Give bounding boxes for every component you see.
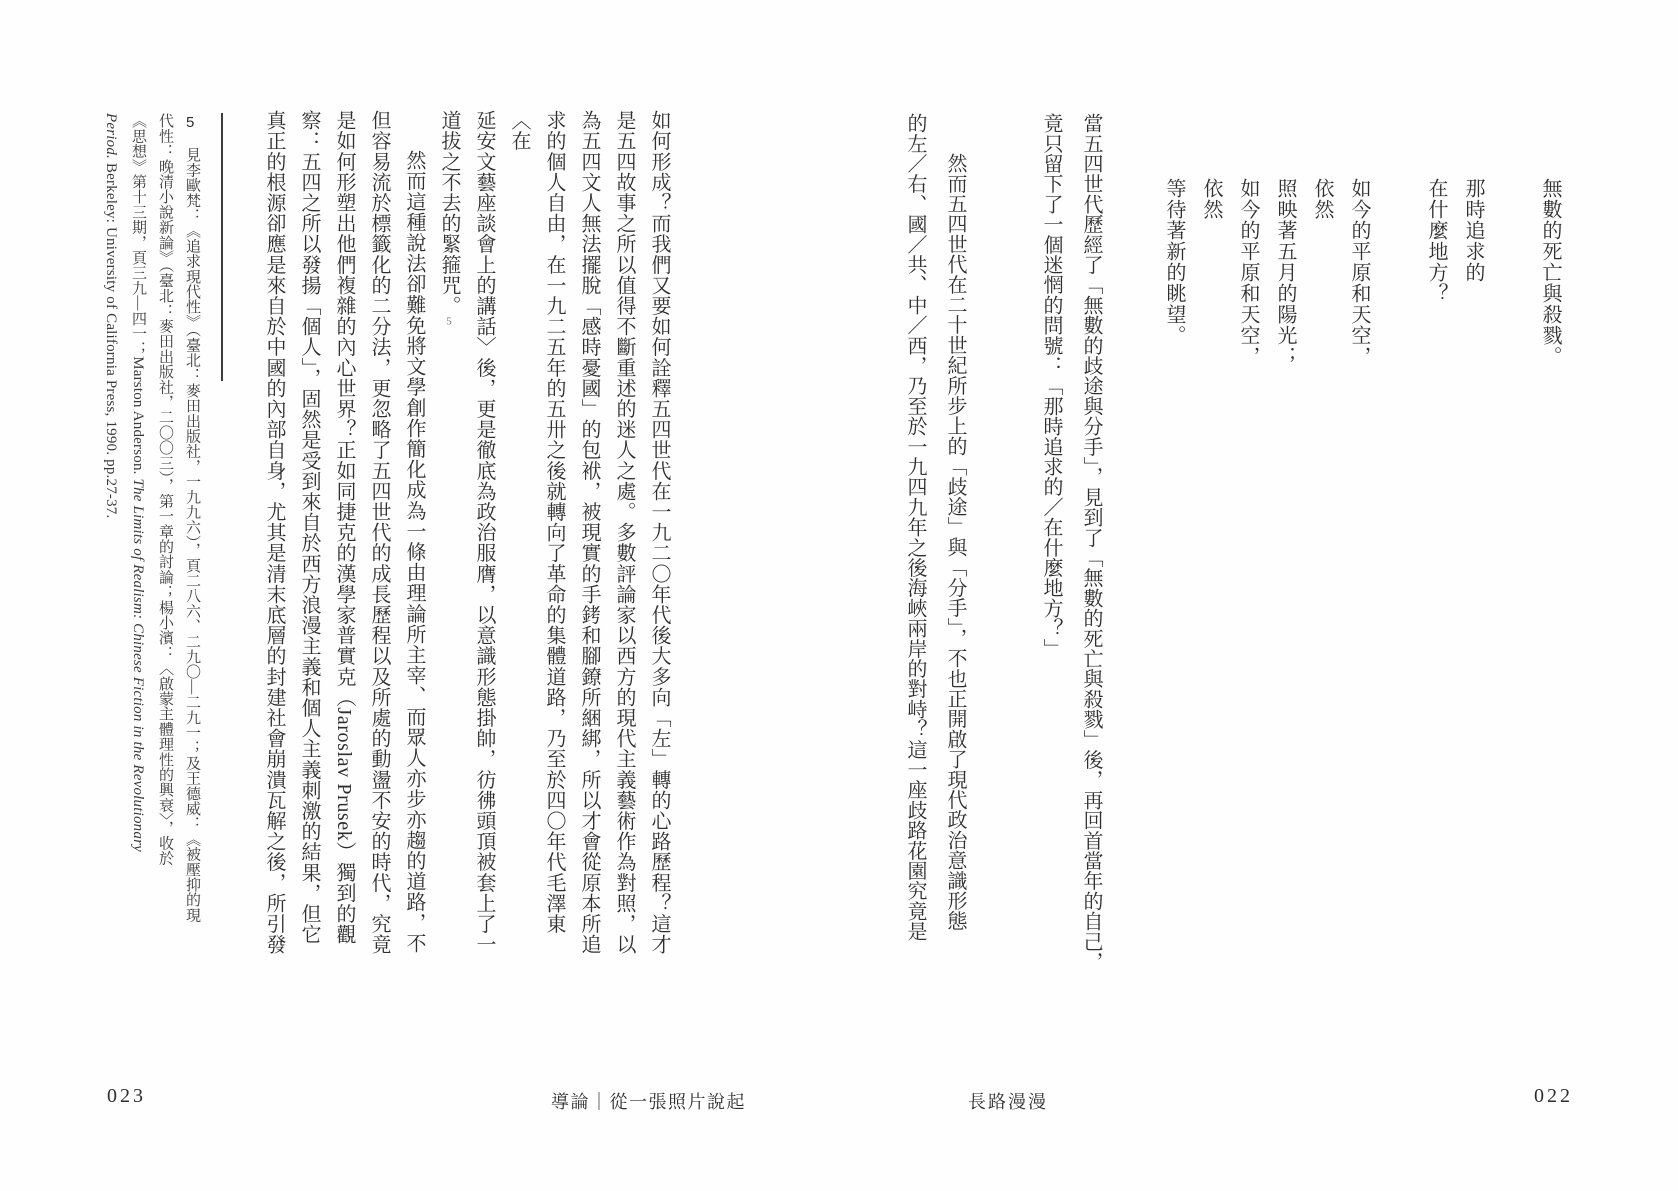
text-segment: 是如何形塑出他們複雜的內心世界？正如同捷克的漢學家普實克（Jaroslav Prusek）獨到的觀 (333, 110, 355, 945)
body-text-line (431, 110, 466, 974)
body-text-line (641, 110, 676, 974)
text-segment: 當五四世代歷經了「無數的歧途與分手」，見到了「無數的死亡與殺戮」後，再回首當年的自己， (1080, 113, 1102, 972)
text-segment: 《思想》第十三期，頁三九—四一；Marston Anderson. (130, 113, 146, 479)
text-segment: 代性：晚清小說新論》（臺北：麥田出版社，二〇〇三），第一章的討論；楊小濱：〈啟蒙主體理性的興衰〉，收於 (157, 113, 173, 866)
body-text-line (396, 110, 431, 974)
body-text-line (466, 110, 501, 974)
body-text-line (256, 110, 291, 974)
body-text-line (361, 110, 396, 974)
left-page-body-text (256, 110, 676, 974)
text-segment: 道拔之不去的緊箍咒。 (438, 110, 460, 316)
text-segment: 無數的死亡與殺戮。 (1539, 178, 1561, 367)
text-segment: 的左／右、國／共、中／西，乃至於一九四九年之後海峽兩岸的對峙？這一座歧路花園究竟是 (904, 113, 926, 942)
text-segment: 是五四故事之所以值得不斷重述的迷人之處。多數評論家以西方的現代主義藝術作為對照，以 (613, 110, 635, 955)
text-segment: 竟只留下了一個迷惘的問號：「那時追求的／在什麼地方？」 (1040, 113, 1062, 659)
text-segment: 如今的平原和天空， (1348, 178, 1370, 367)
footnote-line (97, 113, 124, 939)
text-segment: 然而五四世代在二十世紀所步上的「歧途」與「分手」，不也正開啟了現代政治意識形態 (944, 153, 966, 931)
footnote-number: 5 (186, 114, 195, 131)
text-segment: 如何形成？而我們又要如何詮釋五四世代在一九二〇年代後大多向「左」轉的心路歷程？這才 (648, 110, 670, 955)
text-segment: 那時追求的 (1462, 178, 1484, 283)
body-text-line (606, 110, 641, 974)
text-segment: 等待著新的眺望。 (1163, 178, 1185, 346)
text-segment: 依然 (1200, 178, 1222, 220)
text-segment: 察：五四之所以發揚「個人」，固然是受到來自於西方浪漫主義和個人主義刺激的結果，但它 (298, 110, 320, 945)
text-segment: 求的個人自由，在一九二五年的五卅之後就轉向了革命的集體道路，乃至於四〇年代毛澤東〈在 (508, 110, 565, 934)
text-segment: 延安文藝座談會上的講話〉後，更是徹底為政治服膺，以意識形態掛帥，彷彿頭頂被套上了一 (473, 110, 495, 955)
footnote-line (124, 113, 151, 939)
footnote-block (97, 113, 205, 939)
body-text-line (291, 110, 326, 974)
text-segment: 照映著五月的陽光； (1274, 178, 1296, 367)
running-title-book: 長路漫漫 (968, 1092, 1048, 1112)
italic-text: The Limits of Realism: Chinese Fiction in the Revolutionary (130, 478, 146, 852)
footnote-line (151, 113, 178, 939)
footnote-line (178, 113, 205, 939)
text-segment: Berkeley: University of California Press, 1990. pp.27-37. (103, 158, 119, 519)
body-text-line (571, 110, 606, 974)
page-number-left: 023 (107, 1085, 146, 1107)
text-segment: 見李歐梵：《追求現代性》（臺北：麥田出版社，一九九六），頁二八六、二九〇—二九一；及王德威：《被壓抑的現 (184, 147, 200, 923)
italic-text: Period. (103, 113, 119, 159)
body-text-line (326, 110, 361, 974)
text-segment: 為五四文人無法擺脫「感時憂國」的包袱，被現實的手銬和腳鐐所綑綁，所以才會從原本所追 (578, 110, 600, 955)
body-text-line (501, 110, 571, 974)
text-segment: 如今的平原和天空， (1237, 178, 1259, 367)
running-title-chapter: 導論｜從一張照片說起 (551, 1092, 746, 1112)
text-segment: 但容易流於標籤化的二分法，更忽略了五四世代的成長歷程以及所處的動盪不安的時代，究竟 (368, 110, 390, 955)
footnote-marker: 5 (446, 316, 452, 327)
text-segment: 然而這種說法卻難免將文學創作簡化成為一條由理論所主宰、而眾人亦步亦趨的道路，不 (403, 150, 425, 954)
text-segment: 真正的根源卻應是來自於中國的內部自身，尤其是清末底層的封建社會崩潰瓦解之後，所引發 (263, 110, 285, 955)
text-segment: 依然 (1311, 178, 1333, 220)
footnote-divider-rule (221, 113, 223, 381)
text-segment: 在什麼地方？ (1425, 178, 1447, 304)
page-number-right: 022 (1534, 1085, 1573, 1107)
